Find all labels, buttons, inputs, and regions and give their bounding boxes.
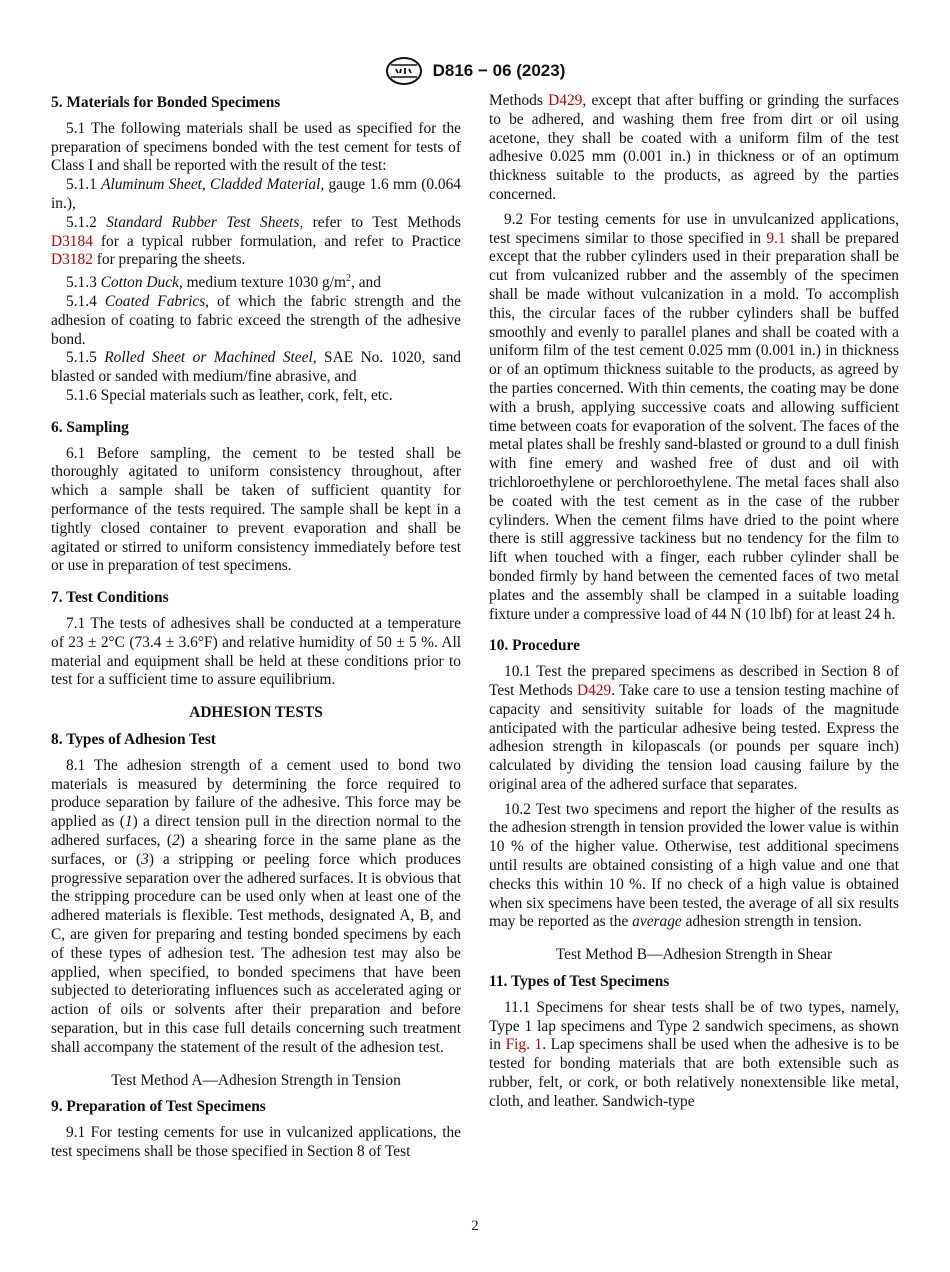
paragraph-text: , except that after buffing or grinding the surfaces to be adhered, and washing them free from dirt or oil using acetone, they shall be coated with a uniform film of the test adhesive 0.025 mm (0.001 in.) in thickness or of an optimum thickness suitable to the products, as agreed by the parties concerned. xyxy=(489,92,899,203)
clause-term: Cotton Duck, xyxy=(100,274,183,292)
paragraph-5-1-2 xyxy=(51,214,461,270)
paragraph-5-1-5 xyxy=(51,349,461,387)
clause-text: for a typical rubber formulation, and refer to Practice xyxy=(92,232,461,250)
paragraph-10-2 xyxy=(489,801,899,933)
paragraph-5-1-1 xyxy=(51,176,461,214)
paragraph-text: ) a direct tension pull in the direction normal to the adhered surfaces, ( xyxy=(51,813,461,850)
paragraph-text: . Take care to use a tension testing machine of capacity and sensitivity suitable for loads of the magnitude anticipated with the particular adhesive being tested. Express the adhesion strength in kilopascals (or pounds per square inch) calculated by dividing the tension load causing failure by the original area of the adhered surface that separates. xyxy=(489,681,899,793)
paragraph-9-1-continued xyxy=(489,92,899,205)
paragraph-text: adhesion strength in tension. xyxy=(681,913,862,931)
list-number: 3 xyxy=(141,850,149,868)
paragraph-text: ) a stripping or peeling force which produces progressive separation over the adhered surfaces. It is obvious that the stripping procedure can be used only when at least one of the adhered materials is flexible. Test methods, designated A, B, and C, are given for preparing and testing bonded specimens by each of these types of adhesion test. The adhesion test may also be applied, when specified, to bonded specimens that have been subjected to deteriorating influences such as accelerated aging or action of oils or solvents after their preparation and before separation, but in this case full details concerning such treatment shall accompany the statement of the result of the adhesion test. xyxy=(51,850,461,1056)
section-9-heading: 9. Preparation of Test Specimens xyxy=(51,1098,266,1116)
clause-number: 5.1.2 xyxy=(66,213,107,231)
clause-text: SAE No. 1020, sand blasted or sanded with medium/fine abrasive, and xyxy=(51,349,461,386)
paragraph-text: 10.2 Test two specimens and report the higher of the results as the adhesion strength in tension provided the lower value is within 10 % of the higher value. Otherwise, test additional specimens until results are obtained consisting of a high value and one that checks this within 10 %. If no check of a high value is obtained when six specimens have been tested, the average of all six results may be reported as the xyxy=(489,800,899,931)
paragraph-5-1-4 xyxy=(51,293,461,349)
link-d3182[interactable]: D3182 xyxy=(51,251,93,269)
link-d3184[interactable]: D3184 xyxy=(51,232,93,250)
paragraph-text: 11.1 Specimens for shear tests shall be of two types, namely, Type 1 lap specimens and Type 2 sandwich specimens, as shown in xyxy=(489,998,899,1054)
clause-number: 5.1.4 xyxy=(66,293,105,311)
clause-term: Coated Fabrics, xyxy=(104,293,210,311)
paragraph-text: 9.2 For testing cements for use in unvulcanized applications, test specimens similar to those specified in xyxy=(489,210,899,247)
paragraph-5-1-6: 5.1.6 Special materials such as leather, cork, felt, etc. xyxy=(66,387,393,405)
section-7-heading: 7. Test Conditions xyxy=(51,589,169,607)
paragraph-text: Methods xyxy=(489,92,549,109)
clause-term: Aluminum Sheet, Cladded Material, xyxy=(101,176,325,194)
clause-number: 5.1.5 xyxy=(66,349,105,367)
clause-text: medium texture 1030 g/m xyxy=(182,274,347,292)
clause-number: 5.1.1 xyxy=(66,176,102,194)
clause-term: Standard Rubber Test Sheets, xyxy=(106,213,304,231)
method-a-heading: Test Method A—Adhesion Strength in Tension xyxy=(111,1071,401,1089)
paragraph-text: 10.1 Test the prepared specimens as described in Section 8 of Test Methods xyxy=(489,663,899,699)
clause-text: refer to Test Methods xyxy=(303,213,461,231)
page-header xyxy=(0,56,950,86)
paragraph-6-1: 6.1 Before sampling, the cement to be tested shall be thoroughly agitated to uniform consistency throughout, after which a sample shall be taken of sufficient quantity for performance of the tests required. The sample shall be kept in a tightly closed container to prevent evaporation and shall be agitated or stirred to uniform consistency immediately before test or use in preparation of test specimens. xyxy=(51,444,461,575)
section-5-heading: 5. Materials for Bonded Specimens xyxy=(51,94,281,111)
paragraph-10-1 xyxy=(489,663,899,795)
adhesion-tests-heading: ADHESION TESTS xyxy=(189,704,323,722)
astm-logo-icon xyxy=(385,56,423,86)
clause-text: for preparing the sheets. xyxy=(92,251,246,269)
clause-number: 5.1.3 xyxy=(66,274,101,292)
paragraph-5-1-3 xyxy=(51,270,461,293)
clause-text: , and xyxy=(351,274,381,292)
section-8-heading: 8. Types of Adhesion Test xyxy=(51,731,216,749)
standard-designation: D816 − 06 (2023) xyxy=(432,61,566,80)
section-6-heading: 6. Sampling xyxy=(51,418,129,436)
link-fig-1[interactable]: Fig. 1 xyxy=(505,1036,543,1054)
paragraph-5-1: 5.1 The following materials shall be used as specified for the preparation of specimens bonded with the test cement for tests of Class I and shall be reported with the result of the test: xyxy=(51,119,461,175)
paragraph-7-1: 7.1 The tests of adhesives shall be conducted at a temperature of 23 ± 2°C (73.4 ± 3.6°F) and relative humidity of 50 ± 5 %. All material and equipment shall be held at these conditions prior to test for a sufficient time to assure equilibrium. xyxy=(51,615,461,689)
left-column xyxy=(51,92,461,1162)
page-number: 2 xyxy=(471,1218,479,1234)
link-d429[interactable]: D429 xyxy=(577,681,612,699)
paragraph-text: ) a shearing force in the same plane as the surfaces, or ( xyxy=(51,832,461,868)
superscript: 2 xyxy=(346,273,352,285)
paragraph-text: . Lap specimens shall be used when the adhesive is to be tested for bonding materials that are both extensible such as rubber, felt, or cork, or both relatively nonextensible like metal, cloth, and leather. Sandwich-type xyxy=(489,1036,900,1110)
clause-term: Rolled Sheet or Machined Steel, xyxy=(104,349,317,367)
right-column xyxy=(489,92,899,1112)
link-section-9-1[interactable]: 9.1 xyxy=(766,229,786,247)
emphasis-text: average xyxy=(632,913,682,931)
method-b-heading: Test Method B—Adhesion Strength in Shear xyxy=(555,946,833,964)
paragraph-9-1: 9.1 For testing cements for use in vulcanized applications, the test specimens shall be those specified in Section 8 of Test xyxy=(51,1124,461,1160)
paragraph-text: 8.1 The adhesion strength of a cement used to bond two materials is measured by determining the force required to produce separation by failure of the adhesive. This force may be applied as ( xyxy=(51,756,461,831)
section-11-heading: 11. Types of Test Specimens xyxy=(489,973,670,991)
section-10-heading: 10. Procedure xyxy=(489,637,580,655)
paragraph-text: shall be prepared except that the rubber cylinders used in their preparation shall be cut from vulcanized rubber and the assembly of the specimen shall be made without vulcanization in a mold. To accomplish this, the circular faces of the rubber cylinders shall be buffed smoothly and evenly to parallel planes and shall be coated with a uniform film of the test cement 0.025 mm (0.001 in.) in thickness or of an optimum thickness suitable to the products, as agreed by the parties concerned. With thin cements, the coating may be done with a brush, applying successive coats and allowing sufficient time between coats for evaporation of the solvent. The faces of the metal plates shall be freshly sand-blasted or ground to a dull finish with fine emery and washed free of dust and oil with trichloroethylene or perchloroethylene. The metal faces shall also be coated with the test cement as in the case of the rubber cylinders. When the cement films have dried to the point where there is still aggressive tackiness but no tendency for the film to lift when touched with a finger, each rubber cylinder shall be bonded firmly by hand between the cemented faces of two metal plates and the assembly shall be clamped in a suitable loading fixture under a compressive load of 44 N (10 lbf) for at least 24 h. xyxy=(489,229,899,623)
paragraph-8-1 xyxy=(51,757,461,1058)
link-d429[interactable]: D429 xyxy=(548,92,583,109)
clause-text: gauge 1.6 mm (0.064 in.), xyxy=(51,176,461,212)
list-number: 2 xyxy=(172,832,180,850)
paragraph-11-1 xyxy=(489,999,899,1112)
paragraph-9-2 xyxy=(489,211,899,625)
clause-text: of which the fabric strength and the adhesion of coating to fabric exceed the strength of the adhesive bond. xyxy=(51,293,461,348)
list-number: 1 xyxy=(124,813,133,831)
